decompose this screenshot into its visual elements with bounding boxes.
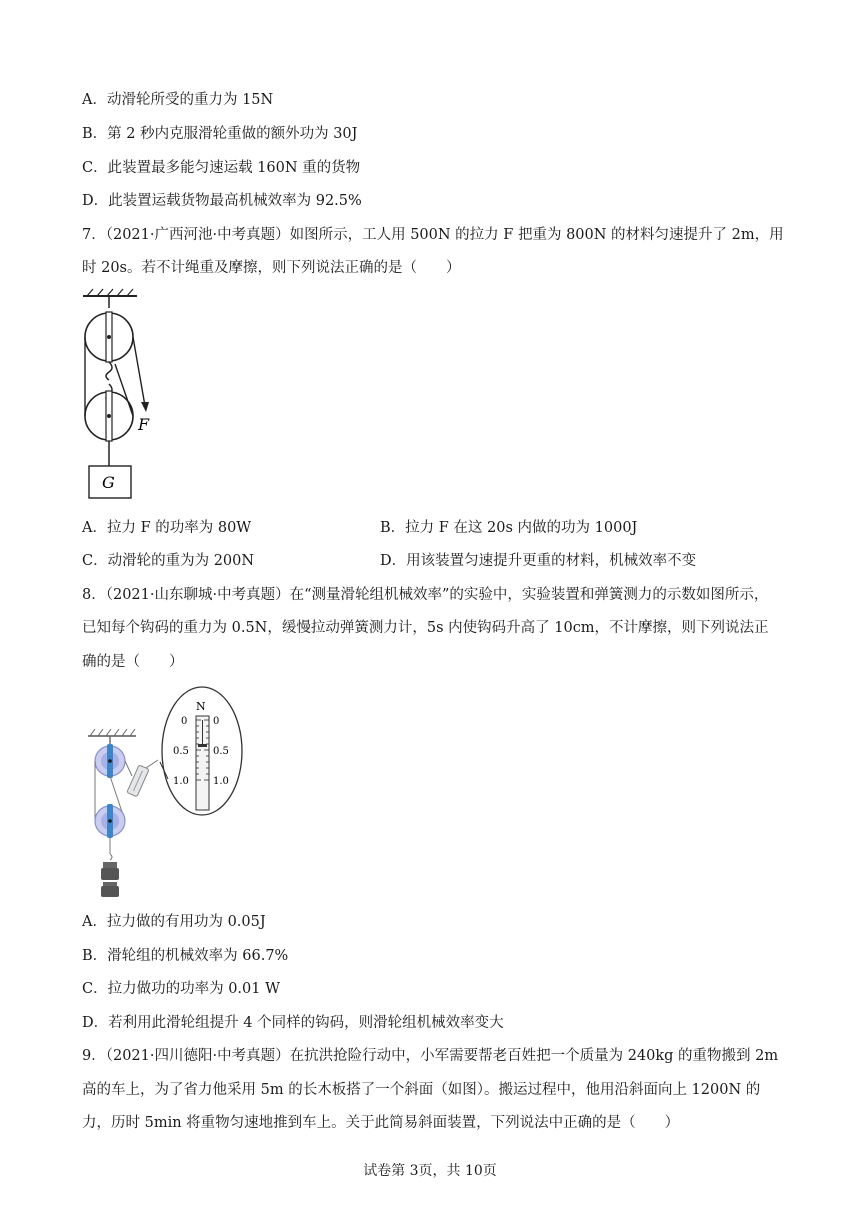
scale-right-0: 0 [213, 716, 220, 727]
q7-pulley-figure [75, 288, 185, 503]
q8-option-c: C．拉力做功的功率为 0.01 W [82, 981, 281, 997]
q6-option-a: A．动滑轮所受的重力为 15N [82, 92, 274, 108]
scale-right-05: 0.5 [213, 746, 229, 757]
q8-stem-line1: 8．（2021·山东聊城·中考真题）在“测量滑轮组机械效率”的实验中，实验装置和弹簧测力的示数如图所示， [82, 587, 769, 603]
q9-stem-line2: 高的车上，为了省力他采用 5m 的长木板搭了一个斜面（如图）。搬运过程中，他用沿斜面向上 1200N 的 [82, 1082, 761, 1098]
q7-option-b: B．拉力 F 在这 20s 内做的功为 1000J [380, 520, 638, 536]
force-label: F [138, 415, 150, 434]
q6-option-b: B．第 2 秒内克服滑轮重做的额外功为 30J [82, 126, 358, 142]
q7-option-c: C．动滑轮的重为为 200N [82, 553, 255, 569]
scale-right-10: 1.0 [213, 776, 229, 787]
scale-unit-label: N [196, 700, 206, 713]
scale-left-10: 1.0 [173, 776, 189, 787]
q7-stem-line2: 时 20s。若不计绳重及摩擦，则下列说法正确的是（ ） [82, 260, 461, 276]
q8-option-b: B．滑轮组的机械效率为 66.7% [82, 948, 289, 964]
q8-stem-line2: 已知每个钩码的重力为 0.5N，缓慢拉动弹簧测力计，5s 内使钩码升高了 10cm，不计摩擦，则下列说法正 [82, 620, 769, 636]
scale-left-05: 0.5 [173, 746, 189, 757]
q6-option-d: D．此装置运载货物最高机械效率为 92.5% [82, 193, 362, 209]
q6-option-c: C．此装置最多能匀速运载 160N 重的货物 [82, 160, 361, 176]
scale-left-0: 0 [181, 716, 188, 727]
q7-option-a: A．拉力 F 的功率为 80W [82, 520, 252, 536]
q9-stem-line3: 力，历时 5min 将重物匀速地推到车上。关于此简易斜面装置，下列说法中正确的是（ ） [82, 1115, 680, 1131]
q8-stem-line3: 确的是（ ） [82, 654, 184, 670]
q7-option-d: D．用该装置匀速提升更重的材料，机械效率不变 [380, 553, 697, 569]
q8-option-a: A．拉力做的有用功为 0.05J [82, 914, 266, 930]
q8-experiment-figure [82, 684, 252, 899]
q7-stem-line1: 7．（2021·广西河池·中考真题）如图所示，工人用 500N 的拉力 F 把重为 800N 的材料匀速提升了 2m，用 [82, 227, 784, 243]
q9-stem-line1: 9．（2021·四川德阳·中考真题）在抗洪抢险行动中，小军需要帮老百姓把一个质量为 240kg 的重物搬到 2m [82, 1048, 779, 1064]
q8-option-d: D．若利用此滑轮组提升 4 个同样的钩码，则滑轮组机械效率变大 [82, 1015, 504, 1031]
weight-label: G [102, 473, 115, 492]
page-footer: 试卷第 3页，共 10页 [363, 1163, 497, 1179]
